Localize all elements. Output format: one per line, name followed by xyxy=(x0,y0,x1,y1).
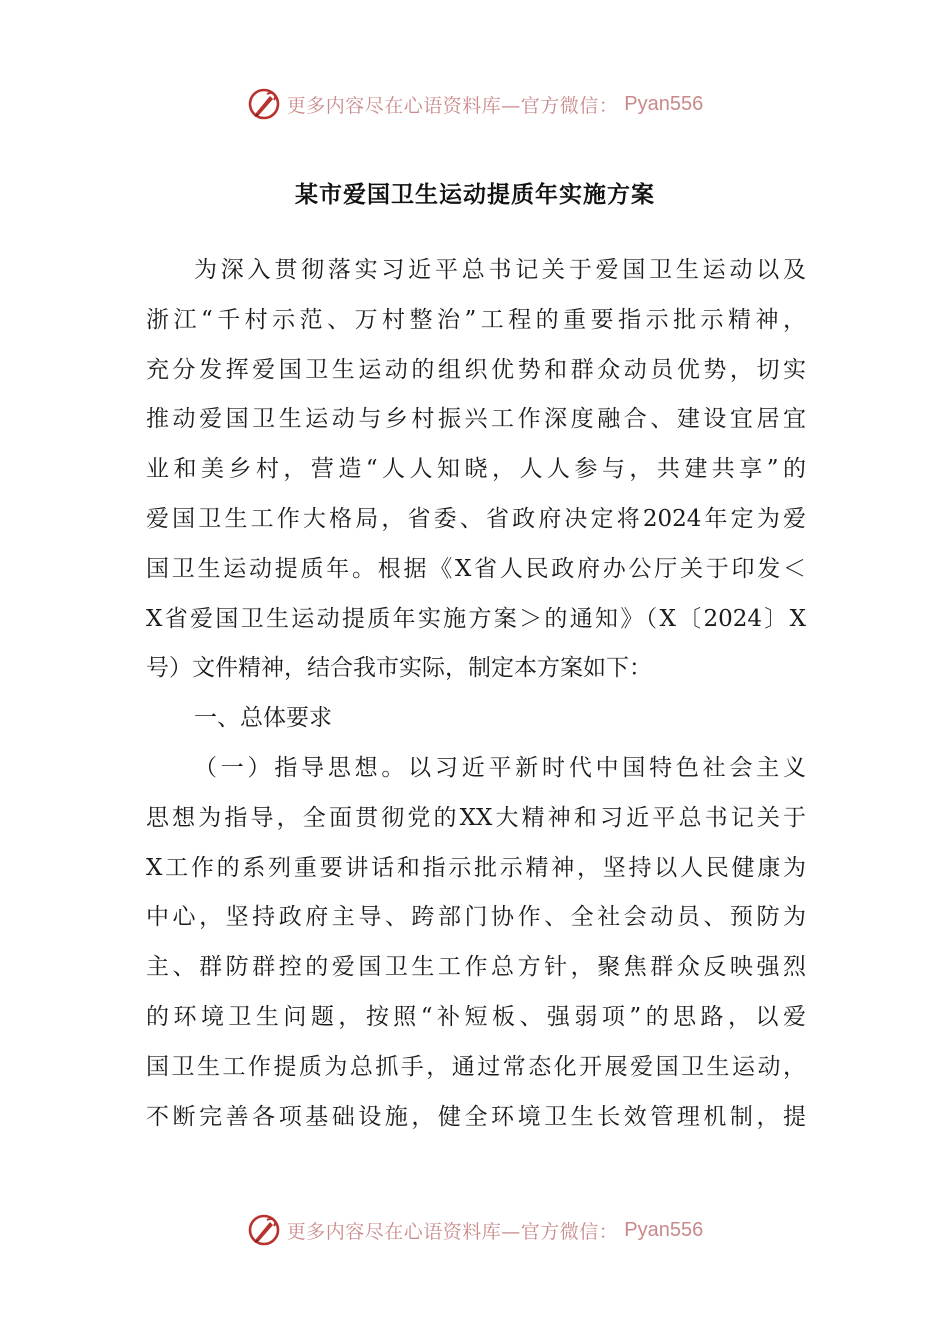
body-line: （一）指导思想。以习近平新时代中国特色社会主义 xyxy=(194,754,806,781)
pen-logo-icon xyxy=(247,1213,281,1247)
document-title: 某市爱国卫生运动提质年实施方案 xyxy=(295,181,655,208)
body-line: 为深入贯彻落实习近平总书记关于爱国卫生运动以及 xyxy=(194,257,806,283)
pen-logo-icon xyxy=(247,87,281,121)
body-line: 一、总体要求 xyxy=(194,705,332,732)
body-line: 不断完善各项基础设施，健全环境卫生长效管理机制，提 xyxy=(146,1103,806,1130)
body-line: X省爱国卫生运动提质年实施方案＞的通知》（X〔2024〕X xyxy=(146,605,806,632)
watermark-text: 更多内容尽在心语资料库—官方微信： xyxy=(286,94,619,117)
watermark-banner-top xyxy=(0,84,950,124)
body-line: 国卫生运动提质年。根据《X省人民政府办公厅关于印发＜ xyxy=(146,555,806,582)
watermark-banner-bottom xyxy=(0,1210,950,1250)
document-body xyxy=(146,246,806,1142)
body-line: 思想为指导，全面贯彻党的XX大精神和习近平总书记关于 xyxy=(146,804,806,831)
body-line: X工作的系列重要讲话和指示批示精神，坚持以人民健康为 xyxy=(146,854,806,881)
body-line: 主、群防群控的爱国卫生工作总方针，聚焦群众反映强烈 xyxy=(146,954,806,981)
body-line: 推动爱国卫生运动与乡村振兴工作深度融合、建设宜居宜 xyxy=(146,406,806,433)
body-line: 号）文件精神，结合我市实际，制定本方案如下： xyxy=(146,655,652,682)
watermark-wechat-id: Pyan556 xyxy=(624,92,704,115)
body-line: 业和美乡村，营造“人人知晓，人人参与，共建共享”的 xyxy=(146,456,806,483)
body-line: 充分发挥爱国卫生运动的组织优势和群众动员优势，切实 xyxy=(146,356,806,383)
watermark-text: 更多内容尽在心语资料库—官方微信： xyxy=(286,1220,619,1243)
watermark-wechat-id: Pyan556 xyxy=(624,1218,704,1241)
body-line: 中心，坚持政府主导、跨部门协作、全社会动员、预防为 xyxy=(146,904,806,931)
body-line: 爱国卫生工作大格局，省委、省政府决定将2024年定为爱 xyxy=(146,505,806,532)
body-line: 的环境卫生问题，按照“补短板、强弱项”的思路，以爱 xyxy=(146,1003,806,1030)
body-line: 浙江“千村示范、万村整治”工程的重要指示批示精神， xyxy=(146,306,806,333)
body-line: 国卫生工作提质为总抓手，通过常态化开展爱国卫生运动， xyxy=(146,1053,806,1080)
